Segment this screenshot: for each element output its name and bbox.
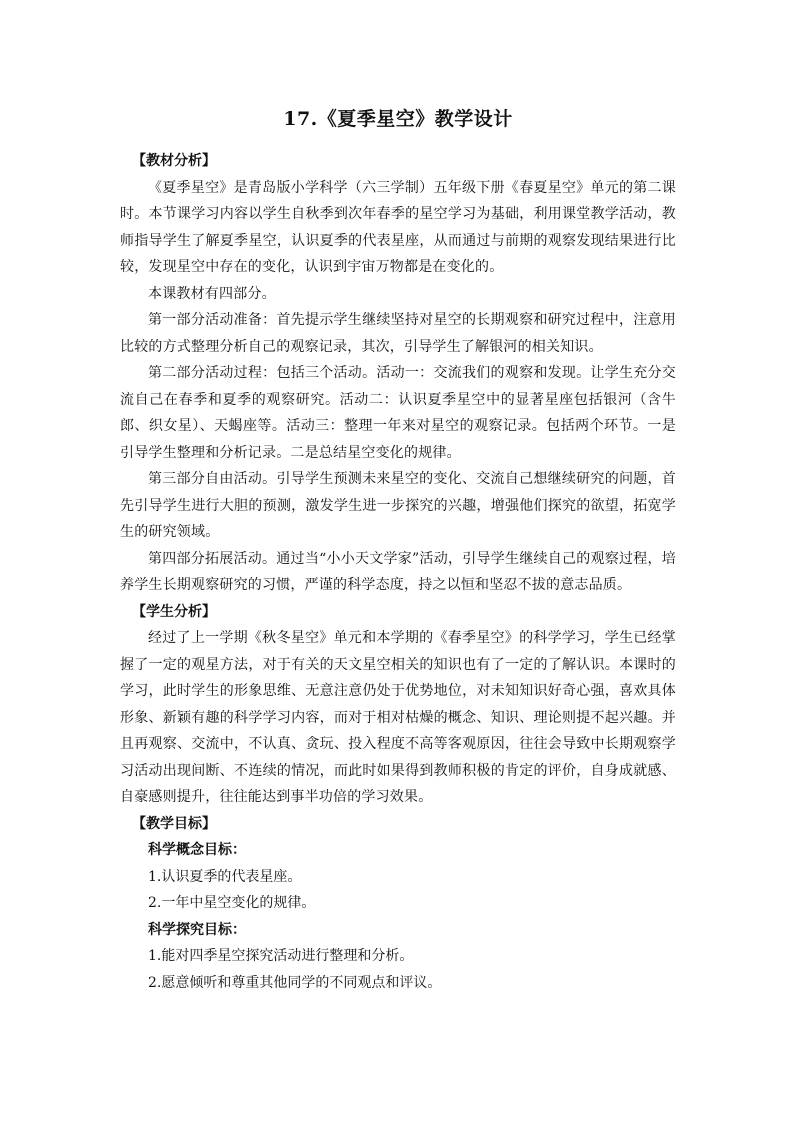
subsection-science-inquiry-goals xyxy=(120,917,676,997)
paragraph: 《夏季星空》是青岛版小学科学（六三学制）五年级下册《春夏星空》单元的第二课时。本节课学习内容以学生自秋季到次年春季的星空学习为基础，利用课堂教学活动，教师指导学生了解夏季星空，认识夏季的代表星座，从而通过与前期的观察发现结果进行比较，发现星空中存在的变化，认识到宇宙万物都是在变化的。 xyxy=(120,179,676,275)
paragraph: 第四部分拓展活动。通过当“小小天文学家”活动，引导学生继续自己的观察过程，培养学生长期观察研究的习惯，严谨的科学态度，持之以恒和坚忍不拔的意志品质。 xyxy=(120,550,676,593)
section-heading: 【教材分析】 xyxy=(132,153,216,169)
subsection-heading: 科学探究目标： xyxy=(148,921,246,938)
paragraph: 本课教材有四部分。 xyxy=(148,285,276,302)
document-body xyxy=(120,104,676,996)
section-student-analysis xyxy=(120,599,676,811)
list-item: 2.一年中星空变化的规律。 xyxy=(148,895,316,911)
subsection-science-concept-goals xyxy=(120,837,676,917)
paragraph: 第一部分活动准备：首先提示学生继续坚持对星空的长期观察和研究过程中，注意用比较的方式整理分析自己的观察记录，其次，引导学生了解银河的相关知识。 xyxy=(120,312,676,355)
section-heading: 【教学目标】 xyxy=(132,815,216,832)
section-teaching-goals xyxy=(120,811,676,997)
document-title: 17.《夏季星空》教学设计 xyxy=(283,108,513,130)
list-item: 1.能对四季星空探究活动进行整理和分析。 xyxy=(148,948,414,964)
paragraph: 第二部分活动过程：包括三个活动。活动一：交流我们的观察和发现。让学生充分交流自己在春季和夏季的观察研究。活动二：认识夏季星空中的显著星座包括银河（含牛郎、织女星）、天蝎座等。活动三：整理一年来对星空的观察记录。包括两个环节。一是引导学生整理和分析记录。二是总结星空变化的规律。 xyxy=(120,365,676,461)
subsection-heading: 科学概念目标： xyxy=(148,842,246,858)
paragraph: 第三部分自由活动。引导学生预测未来星空的变化、交流自己想继续研究的问题，首先引导学生进行大胆的预测，激发学生进一步探究的兴趣，增强他们探究的欲望，拓宽学生的研究领域。 xyxy=(120,471,676,540)
list-item: 1.认识夏季的代表星座。 xyxy=(148,868,302,885)
section-textbook-analysis xyxy=(120,148,676,599)
paragraph: 经过了上一学期《秋冬星空》单元和本学期的《春季星空》的科学学习，学生已经掌握了一定的观星方法，对于有关的天文星空相关的知识也有了一定的了解认识。本课时的学习，此时学生的形象思维、无意注意仍处于优势地位，对未知知识好奇心强，喜欢具体形象、新颖有趣的科学学习内容，而对于相对枯燥的概念、知识、理论则提不起兴趣。并且再观察、交流中，不认真、贪玩、投入程度不高等客观原因，往往会导致中长期观察学习活动出现间断、不连续的情况，而此时如果得到教师积极的肯定的评价，自身成就感、自豪感则提升，往往能达到事半功倍的学习效果。 xyxy=(120,630,676,805)
section-heading: 【学生分析】 xyxy=(132,603,216,620)
list-item: 2.愿意倾听和尊重其他同学的不同观点和评议。 xyxy=(148,974,442,991)
